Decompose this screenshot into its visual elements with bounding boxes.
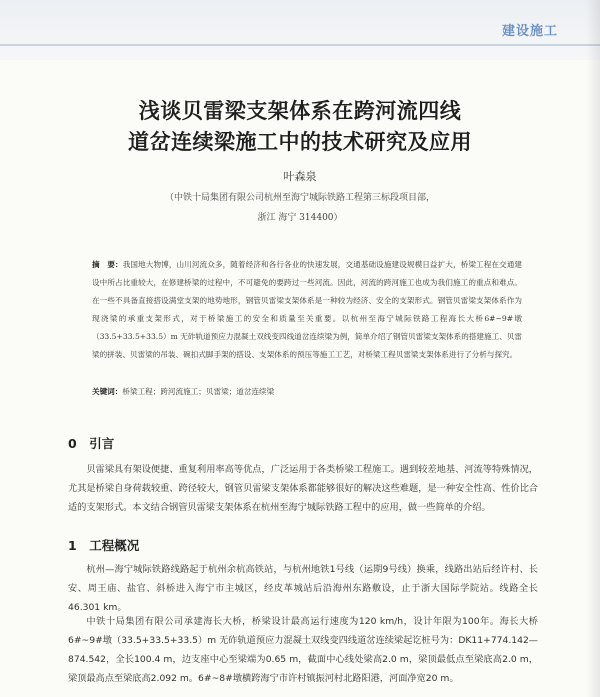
abstract [92, 256, 522, 364]
paragraph-intro: 贝雷梁具有架设便捷、重复利用率高等优点，广泛运用于各类桥梁工程施工。遇到较差地基、河流等特殊情况，尤其是桥梁自身荷载较重、跨径较大，钢管贝雷梁支架体系都能够很好的解决这些难题，是一种安全性高、性价比合适的支架形式。本文结合钢管贝雷梁支架体系在杭州至海宁城际铁路工程中的应用，做一些简单的介绍。 [68, 464, 538, 513]
affiliation-line-1: （中铁十局集团有限公司杭州至海宁城际铁路工程第三标段项目部， [164, 193, 435, 203]
section-heading-intro: 0 引言 [68, 436, 115, 451]
keywords-text: 桥梁工程；跨河流施工；贝雷梁；道岔连续梁 [122, 387, 275, 396]
paragraph-overview-2: 中铁十局集团有限公司承建海长大桥，桥梁设计最高运行速度为120 km/h，设计年限为100年。海长大桥6#~9#墩（33.5+33.5+33.5）m 无砟轨道预应力混凝土双线变四线道岔连续梁起讫桩号为：DK11+774.142—874.542，全长100.4 m，边支座中心至梁端为0.65 m，截面中心线处梁高2.0 m，梁顶最低点至梁底高2.0 m，梁顶最高点至梁底高2.092 m。6#~8#墩横跨海宁市许村镇振河村北路阳港，河面净宽20 m。 [68, 616, 538, 684]
abstract-label: 摘 要： [92, 260, 123, 269]
keywords-label: 关键词： [92, 387, 123, 396]
paragraph-overview-1: 杭州—海宁城际铁路线路起于杭州余杭高铁站，与杭州地铁1号线（运期9号线）换乘，线路出站后经许村、长安、周王庙、盐官、斜桥进入海宁市主城区，经皮革城站后沿海州东路敷设，止于浙大国际学院站。线路全长46.301 km。 [68, 564, 538, 613]
title-line-2: 道岔连续梁施工中的技术研究及应用 [128, 130, 472, 154]
section-heading-overview: 1 工程概况 [68, 538, 140, 553]
abstract-text: 我国地大物博，山川河流众多，随着经济和各行各业的快速发展，交通基础设施建设规模日益扩大，桥梁工程在交通建设中所占比重较大，在修建桥梁的过程中，不可避免的要跨过一些河流。因此，河流的跨河施工也成为我们施工的重点和难点。在一些不具备直接搭设满堂支架的地势地形，钢管贝雷梁支架体系是一种较为经济、安全的支架形式。钢管贝雷梁支架体系作为现浇梁的承重支架形式，对于桥梁施工的安全和质量至关重要。以杭州至海宁城际铁路工程海长大桥6#~9#墩（33.5+33.5+33.5）m 无砟轨道预应力混凝土双线变四线道岔连续梁为例，简单介绍了钢管贝雷梁支架体系的搭建施工、贝雷梁的拼装、贝雷梁的吊装、碗扣式脚手架的搭设、支架体系的预压等施工工艺，对桥梁工程贝雷梁支架体系进行了分析与探究。 [92, 260, 523, 359]
section-tag: 建设施工 [501, 24, 558, 39]
affiliation-line-2: 浙江 海宁 314400） [257, 213, 343, 223]
page-edge-shadow [586, 0, 600, 697]
header-rule [0, 44, 600, 46]
title-line-1: 浅谈贝雷梁支架体系在跨河流四线 [138, 99, 462, 123]
keywords [92, 386, 522, 397]
author: 叶森泉 [283, 170, 317, 183]
